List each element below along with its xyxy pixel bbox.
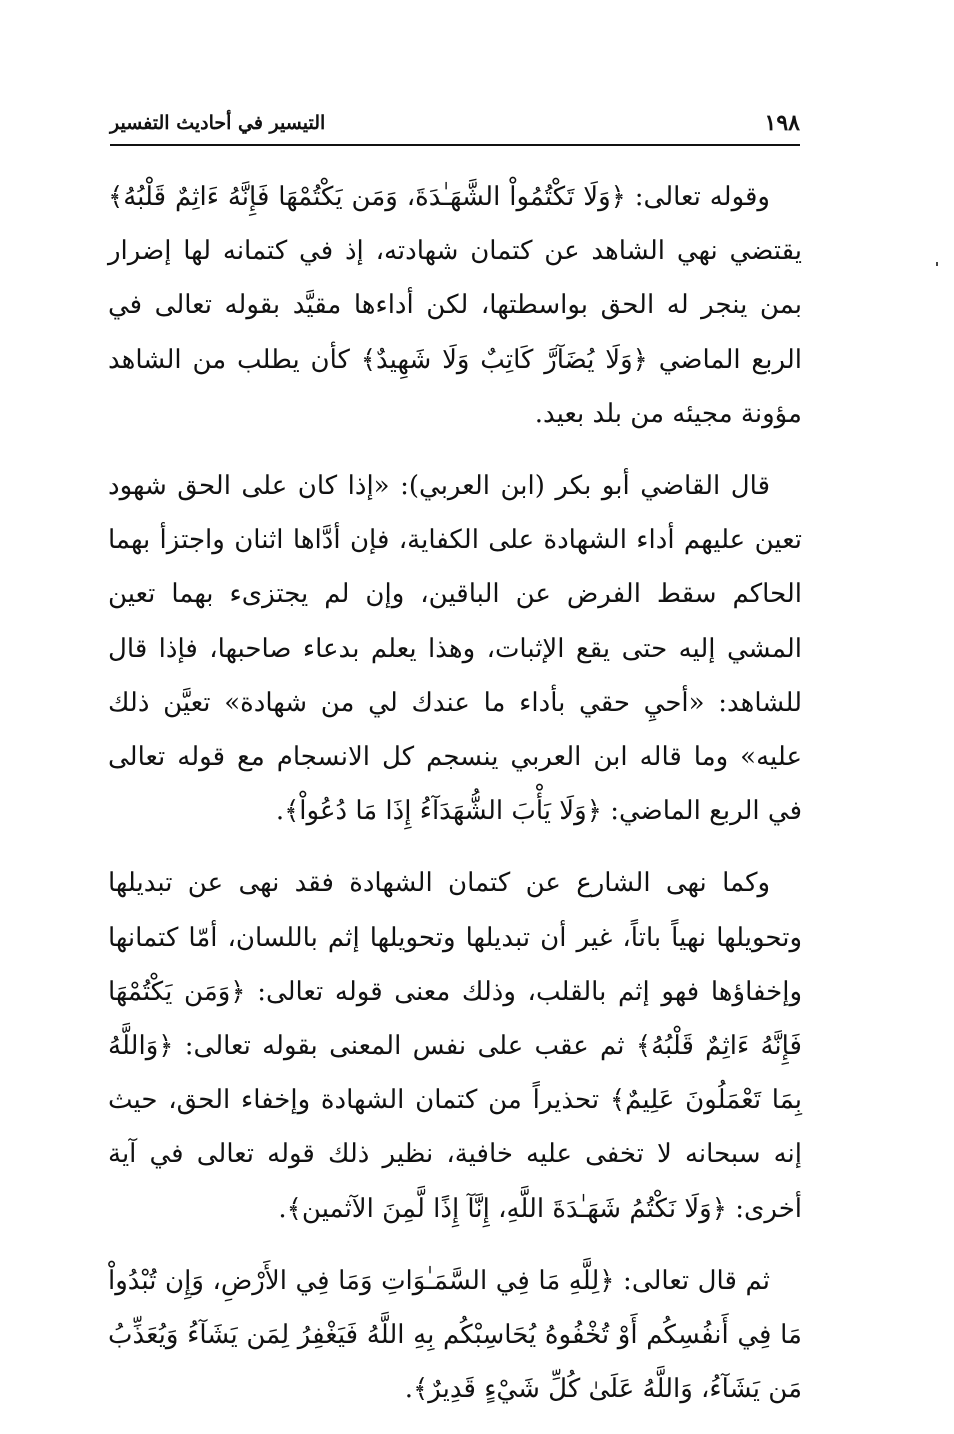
body-text [108,170,802,1434]
page-number: ١٩٨ [764,110,800,136]
paragraph: ثم قال تعالى: ﴿لِلَّهِ مَا فِي السَّمَـٰوَاتِ وَمَا فِي الأَرْضِ، وَإِن تُبْدُواْ مَا فِي أَنفُسِكُم أَوْ تُخْفُوهُ يُحَاسِبْكُم بِهِ اللَّهُ فَيَغْفِرُ لِمَن يَشَآءُ وَيُعَذِّبُ مَن يَشَآءُ، وَاللَّهُ عَلَىٰ كُلِّ شَيْءٍ قَدِيرٌ﴾. [108,1265,802,1405]
paragraph: قال القاضي أبو بكر (ابن العربي): «إذا كان على الحق شهود تعين عليهم أداء الشهادة على الكفاية، فإن أدَّاها اثنان واجتزأ بهما الحاكم سقط الفرض عن الباقين، وإن لم يجتزىء بهما تعين المشي إليه حتى يقع الإثبات، وهذا يعلم بدعاء صاحبها، فإذا قال للشاهد: «أحيِ حقي بأداء ما عندك لي من شهادة» تعيَّن ذلك عليه» وما قاله ابن العربي ينسجم كل الانسجام مع قوله تعالى في الربع الماضي: ﴿وَلَا يَأْبَ الشُّهَدَآءُ إِذَا مَا دُعُواْ﴾. [108,471,802,827]
paragraph: وقوله تعالى: ﴿وَلَا تَكْتُمُواْ الشَّهَـٰدَةَ، وَمَن يَكْتُمْهَا فَإِنَّهُ ءَاثِمٌ قَلْبُهُ﴾ يقتضي نهي الشاهد عن كتمان شهادته، إذ في كتمانه لها إضرار بمن ينجر له الحق بواسطتها، لكن أداءها مقيَّد بقوله تعالى في الربع الماضي ﴿وَلَا يُضَآرَّ كَاتِبٌ وَلَا شَهِيدٌ﴾ كأن يطلب من الشاهد مؤونة مجيئه من بلد بعيد. [108,182,802,429]
running-title: التيسير في أحاديث التفسير [110,112,326,134]
paragraph: وكما نهى الشارع عن كتمان الشهادة فقد نهى عن تبديلها وتحويلها نهياً باتاً، غير أن تبديلها وتحويلها إثم باللسان، أمّا كتمانها وإخفاؤها فهو إثم بالقلب، وذلك معنى قوله تعالى: ﴿وَمَن يَكْتُمْهَا فَإِنَّهُ ءَاثِمٌ قَلْبُهُ﴾ ثم عقب على نفس المعنى بقوله تعالى: ﴿وَاللَّهُ بِمَا تَعْمَلُونَ عَلِيمٌ﴾ تحذيراً من كتمان الشهادة وإخفاء الحق، حيث إنه سبحانه لا تخفى عليه خافية، نظير ذلك قوله تعالى في آية أخرى: ﴿وَلَا نَكْتُمُ شَهَـٰدَةَ اللَّهِ، إِنَّآ إِذًا لَّمِنَ الآثمين﴾. [108,868,802,1224]
scan-speck [936,262,938,266]
page-header [110,108,800,146]
